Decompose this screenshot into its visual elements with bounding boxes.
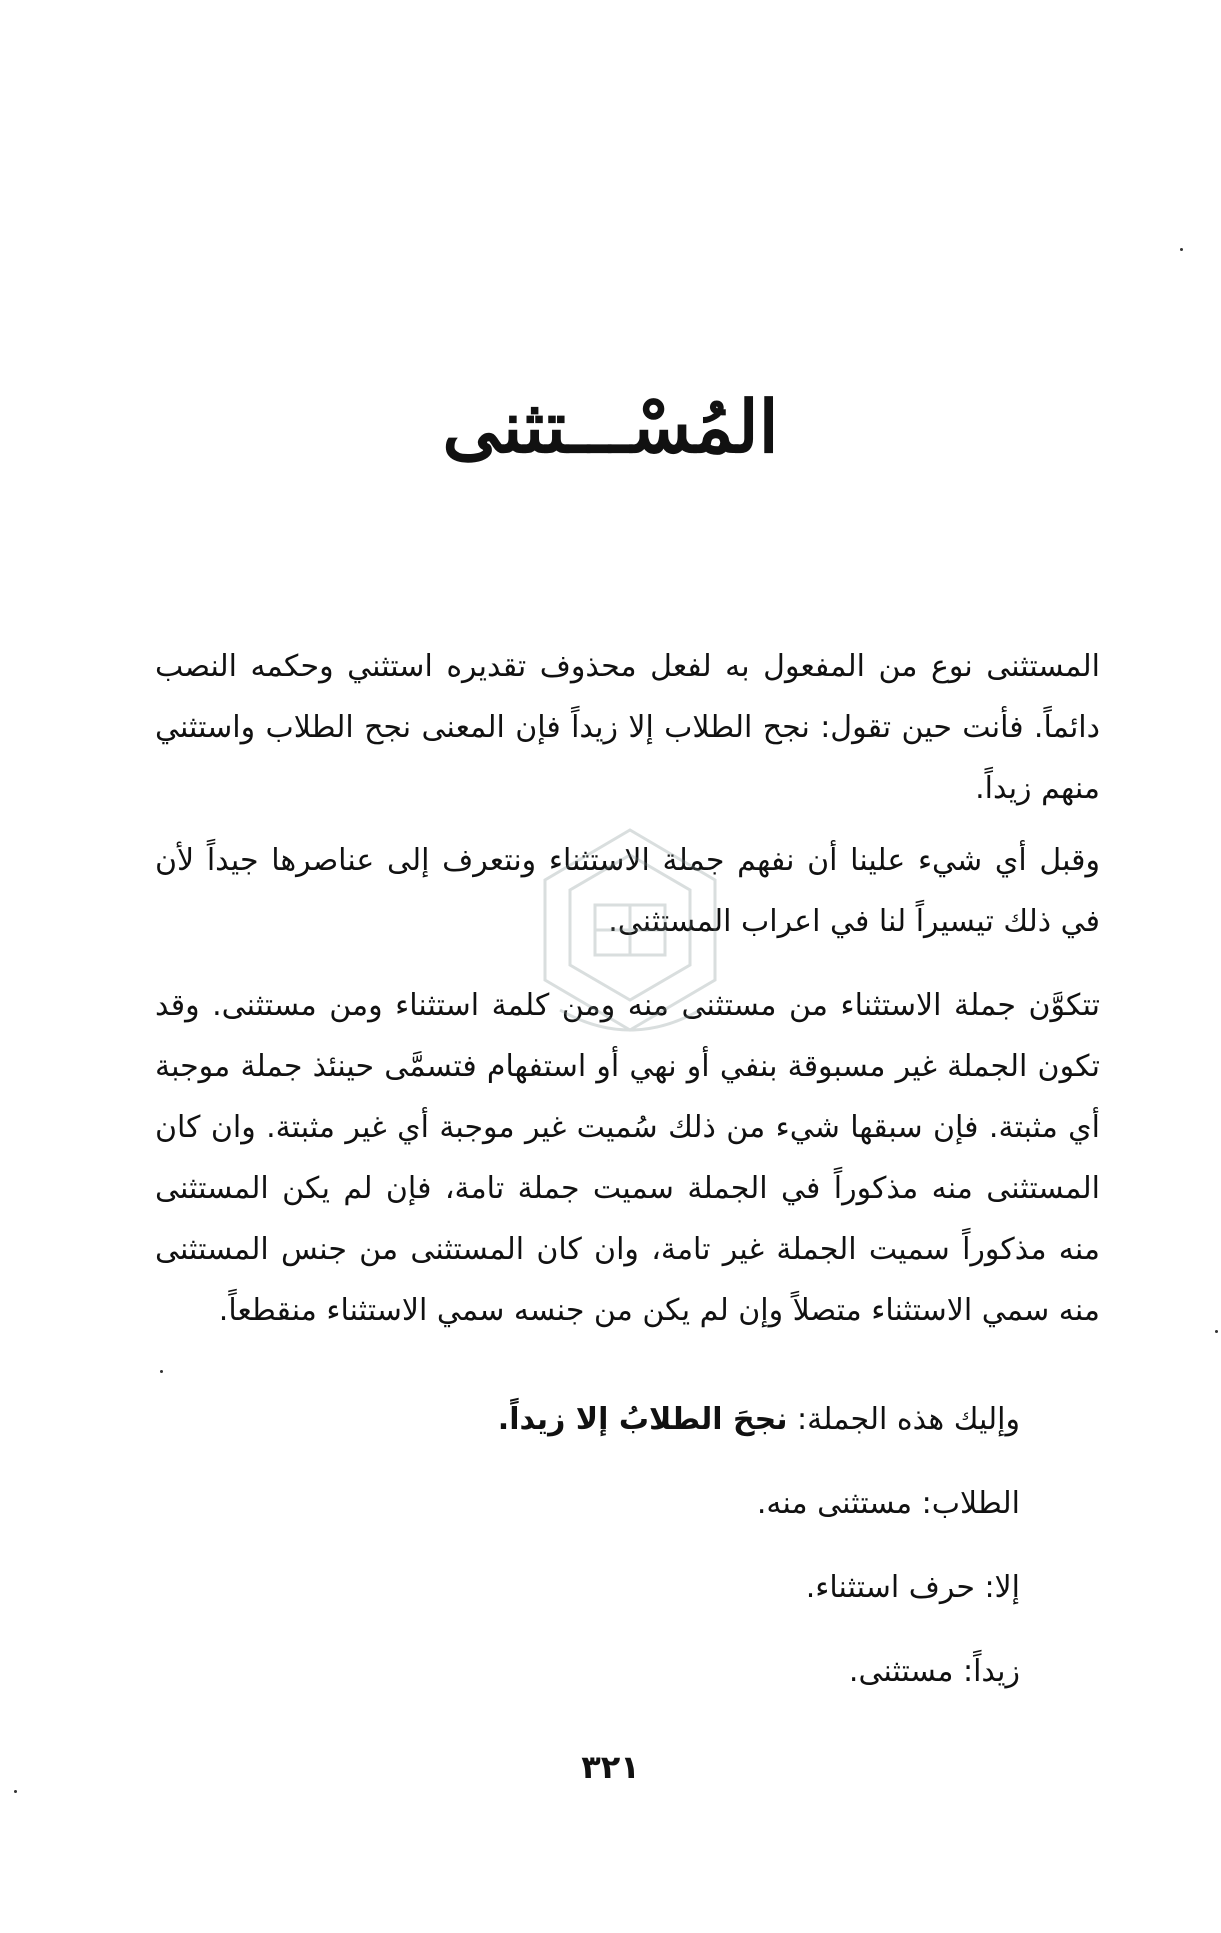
example-sentence: نجحَ الطلابُ إلا زيداً. bbox=[497, 1402, 788, 1437]
scan-speck bbox=[160, 1370, 163, 1373]
example-line-harf-istithna: إلا: حرف استثناء. bbox=[805, 1570, 1020, 1605]
scan-speck bbox=[14, 1790, 17, 1793]
example-line-mustathna: زيداً: مستثنى. bbox=[848, 1654, 1020, 1689]
example-intro-line bbox=[155, 1389, 1020, 1450]
example-line-mustathna-minhu: الطلاب: مستثنى منه. bbox=[756, 1486, 1020, 1521]
example-intro: وإليك هذه الجملة: bbox=[787, 1402, 1020, 1437]
page-number: ٣٢١ bbox=[581, 1748, 640, 1786]
paragraph-definition: المستثنى نوع من المفعول به لفعل محذوف تقديره استثني وحكمه النصب دائماً. فأنت حين تقول: نجح الطلاب إلا زيداً فإن المعنى نجح الطلاب واستثني منهم زيداً. bbox=[155, 649, 1100, 806]
scan-speck bbox=[1215, 1330, 1218, 1333]
paragraph-understanding: وقبل أي شيء علينا أن نفهم جملة الاستثناء ونتعرف إلى عناصرها جيداً لأن في ذلك تيسيراً لنا في اعراب المستثنى. bbox=[155, 843, 1100, 939]
chapter-title: المُسْـــتثنى bbox=[442, 384, 779, 469]
paragraph-structure: تتكوَّن جملة الاستثناء من مستثنى منه ومن كلمة استثناء ومن مستثنى. وقد تكون الجملة غير مسبوقة بنفي أو نهي أو استفهام فتسمَّى حينئذ جملة موجبة أي مثبتة. فإن سبقها شيء من ذلك سُميت غير موجبة أي غير مثبتة. وان كان المستثنى منه مذكوراً في الجملة سميت جملة تامة، فإن لم يكن المستثنى منه مذكوراً سميت الجملة غير تامة، وان كان المستثنى من جنس المستثنى منه سمي الاستثناء متصلاً وإن لم يكن من جنسه سمي الاستثناء منقطعاً. bbox=[155, 988, 1100, 1328]
scan-speck bbox=[1180, 248, 1183, 251]
